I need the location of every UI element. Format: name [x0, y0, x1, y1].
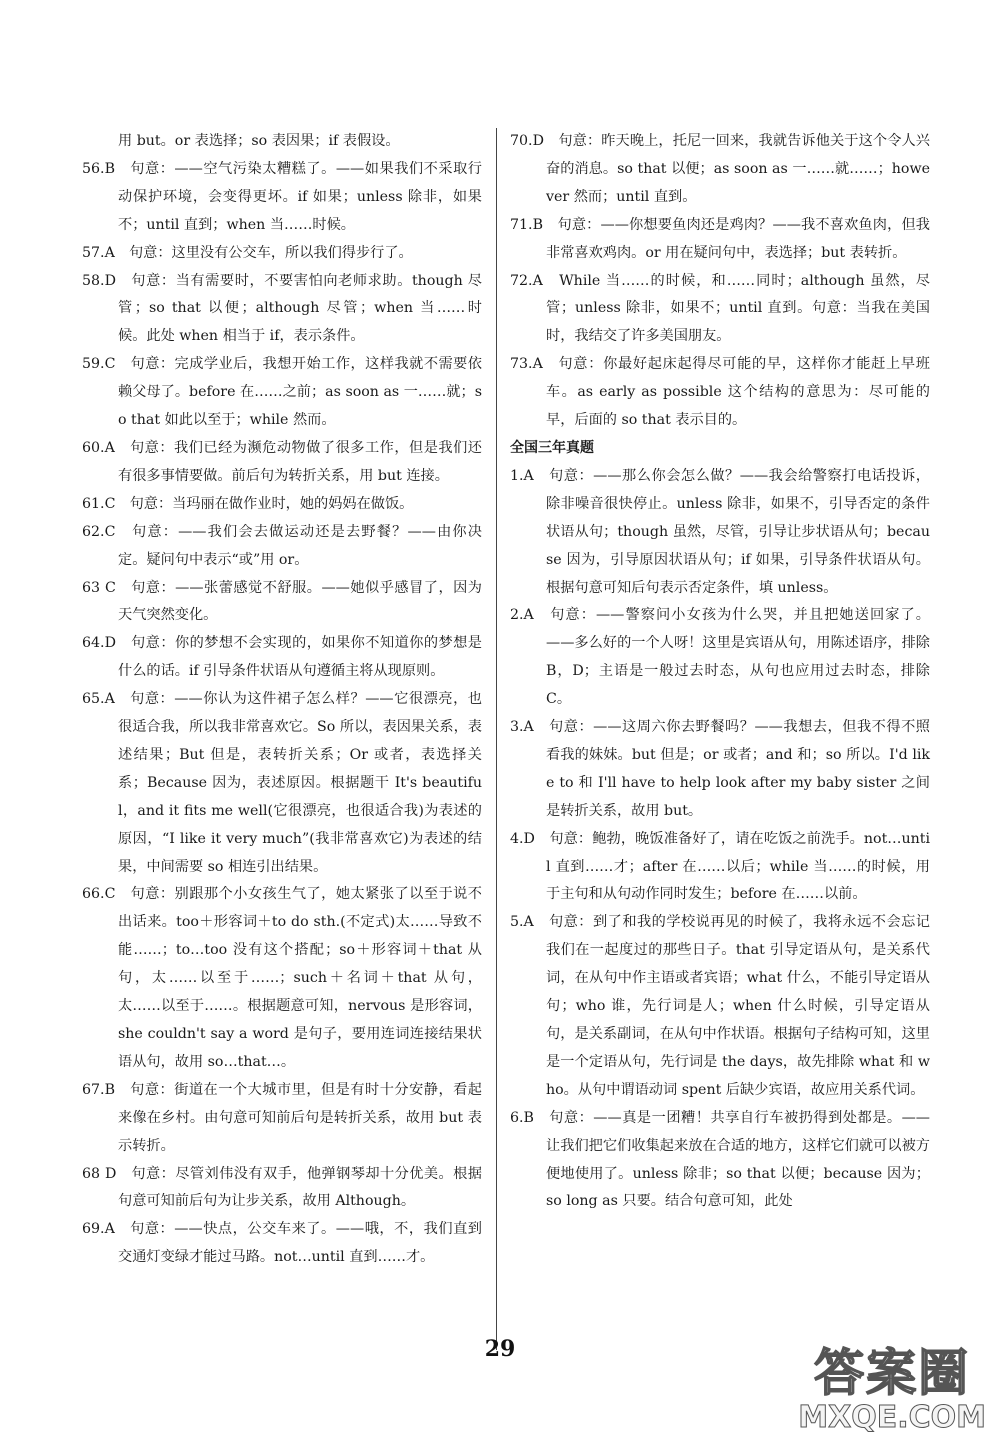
answer-item: 57.A 句意：这里没有公交车，所以我们得步行了。 — [82, 244, 413, 261]
answer-item: 67.B 句意：街道在一个大城市里，但是有时十分安静，看起来像在乡村。由句意可知前后句是转折关系，故用 but 表示转折。 — [82, 1081, 482, 1154]
answer-item: 65.A 句意：——你认为这件裙子怎么样？——它很漂亮，也很适合我，所以我非常喜欢它。So 所以，表因果关系，表述结果；But 但是，表转折关系；Or 或者，表选择关系；Because 因为，表述原因。根据题干 It's beautiful，and it fits me well(它很漂亮，也很适合我)为表述的原因，“I like it very much”(我非常喜欢它)为表述的结果，中间需要 so 相连引出结果。 — [82, 691, 482, 875]
answer-item: 58.D 句意：当有需要时，不要害怕向老师求助。though 尽管；so that 以便；although 尽管；when 当……时候。此处 when 相当于 if，表示条件。 — [82, 272, 482, 345]
answer-item: 56.B 句意：——空气污染太糟糕了。——如果我们不采取行动保护环境，会变得更坏。if 如果；unless 除非，如果不；until 直到；when 当……时候。 — [82, 160, 482, 233]
answer-item: 60.A 句意：我们已经为濒危动物做了很多工作，但是我们还有很多事情要做。前后句为转折关系，用 but 连接。 — [82, 439, 482, 484]
answer-item: 3.A 句意：——这周六你去野餐吗？——我想去，但我不得不照看我的妹妹。but 但是；or 或者；and 和；so 所以。I'd like to 和 I'll have to help look after my baby sister 之间是转折关系，故用 but。 — [510, 719, 930, 819]
right-column — [510, 128, 930, 1216]
watermark-logo — [798, 1344, 986, 1434]
left-column — [82, 128, 482, 1272]
answer-item: 1.A 句意：——那么你会怎么做？——我会给警察打电话投诉，除非噪音很快停止。unless 除非，如果不，引导否定的条件状语从句；though 虽然，尽管，引导让步状语从句；because 因为，引导原因状语从句；if 如果，引导条件状语从句。根据句意可知后句表示否定条件，填 unless。 — [510, 467, 930, 596]
answer-item: 59.C 句意：完成学业后，我想开始工作，这样我就不需要依赖父母了。before 在……之前；as soon as 一……就；so that 如此以至于；while 然而。 — [82, 356, 482, 429]
answer-item: 2.A 句意：——警察问小女孩为什么哭，并且把她送回家了。——多么好的一个人呀！这里是宾语从句，用陈述语序，排除 B，D；主语是一般过去时态，从句也应用过去时态，排除 C。 — [510, 607, 930, 708]
section-title: 全国三年真题 — [510, 439, 594, 456]
answer-item: 68 D 句意：尽管刘伟没有双手，他弹钢琴却十分优美。根据句意可知前后句为让步关系，故用 Although。 — [82, 1165, 482, 1210]
answer-item: 70.D 句意：昨天晚上，托尼一回来，我就告诉他关于这个令人兴奋的消息。so that 以便；as soon as 一……就……；however 然而；until 直到。 — [510, 133, 930, 205]
answer-item: 71.B 句意：——你想要鱼肉还是鸡肉？——我不喜欢鱼肉，但我非常喜欢鸡肉。or 用在疑问句中，表选择；but 表转折。 — [510, 216, 930, 261]
answer-item: 63 C 句意：——张蕾感觉不舒服。——她似乎感冒了，因为天气突然变化。 — [82, 579, 482, 624]
answer-item: 69.A 句意：——快点，公交车来了。——哦，不，我们直到交通灯变绿才能过马路。not…until 直到……才。 — [82, 1221, 482, 1266]
watermark-url: MXQE.COM — [798, 1400, 986, 1435]
watermark-logo-text: 答案圈 — [814, 1344, 971, 1402]
answer-item: 64.D 句意：你的梦想不会实现的，如果你不知道你的梦想是什么的话。if 引导条件状语从句遵循主将从现原则。 — [82, 635, 482, 680]
answer-item: 66.C 句意：别跟那个小女孩生气了，她太紧张了以至于说不出话来。too＋形容词＋to do sth.(不定式)太……导致不能……；to…too 没有这个搭配；so＋形容词＋that 从句，太……以至于……；such＋名词＋that 从句，太……以至于……。根据题意可知，nervous 是形容词，she couldn't say a word 是句子，要用连词连接结果状语从句，故用 so…that…。 — [82, 886, 482, 1070]
answer-item: 62.C 句意：——我们会去做运动还是去野餐？——由你决定。疑问句中表示“或”用 or。 — [82, 523, 482, 568]
answer-item: 73.A 句意：你最好起床起得尽可能的早，这样你才能赶上早班车。as early as possible 这个结构的意思为：尽可能的早，后面的 so that 表示目的。 — [510, 356, 930, 429]
column-divider — [496, 128, 497, 1350]
answer-item: 5.A 句意：到了和我的学校说再见的时候了，我将永远不会忘记我们在一起度过的那些日子。that 引导定语从句，是关系代词，在从句中作主语或者宾语；what 什么，不能引导定语从句；who 谁，先行词是人；when 什么时候，引导定语从句，是关系副词，在从句中作状语。根据句子结构可知，这里是一个定语从句，先行词是 the days，故先排除 what 和 who。从句中谓语动词 spent 后缺少宾语，故应用关系代词。 — [510, 914, 930, 1098]
answer-item: 6.B 句意：——真是一团糟！共享自行车被扔得到处都是。——让我们把它们收集起来放在合适的地方，这样它们就可以被方便地使用了。unless 除非；so that 以便；because 因为；so long as 只要。结合句意可知，此处 — [510, 1109, 930, 1210]
answer-item: 用 but。or 表选择；so 表因果；if 表假设。 — [118, 133, 400, 149]
answer-item: 72.A While 当……的时候，和……同时；although 虽然，尽管；unless 除非，如果不；until 直到。句意：当我在美国时，我结交了许多美国朋友。 — [510, 272, 930, 345]
answer-item: 61.C 句意：当玛丽在做作业时，她的妈妈在做饭。 — [82, 495, 414, 512]
page-number: 29 — [484, 1336, 516, 1362]
answer-item: 4.D 句意：鲍勃，晚饭准备好了，请在吃饭之前洗手。not…until 直到……才；after 在……以后；while 当……的时候，用于主句和从句动作同时发生；before 在……以前。 — [510, 830, 930, 903]
